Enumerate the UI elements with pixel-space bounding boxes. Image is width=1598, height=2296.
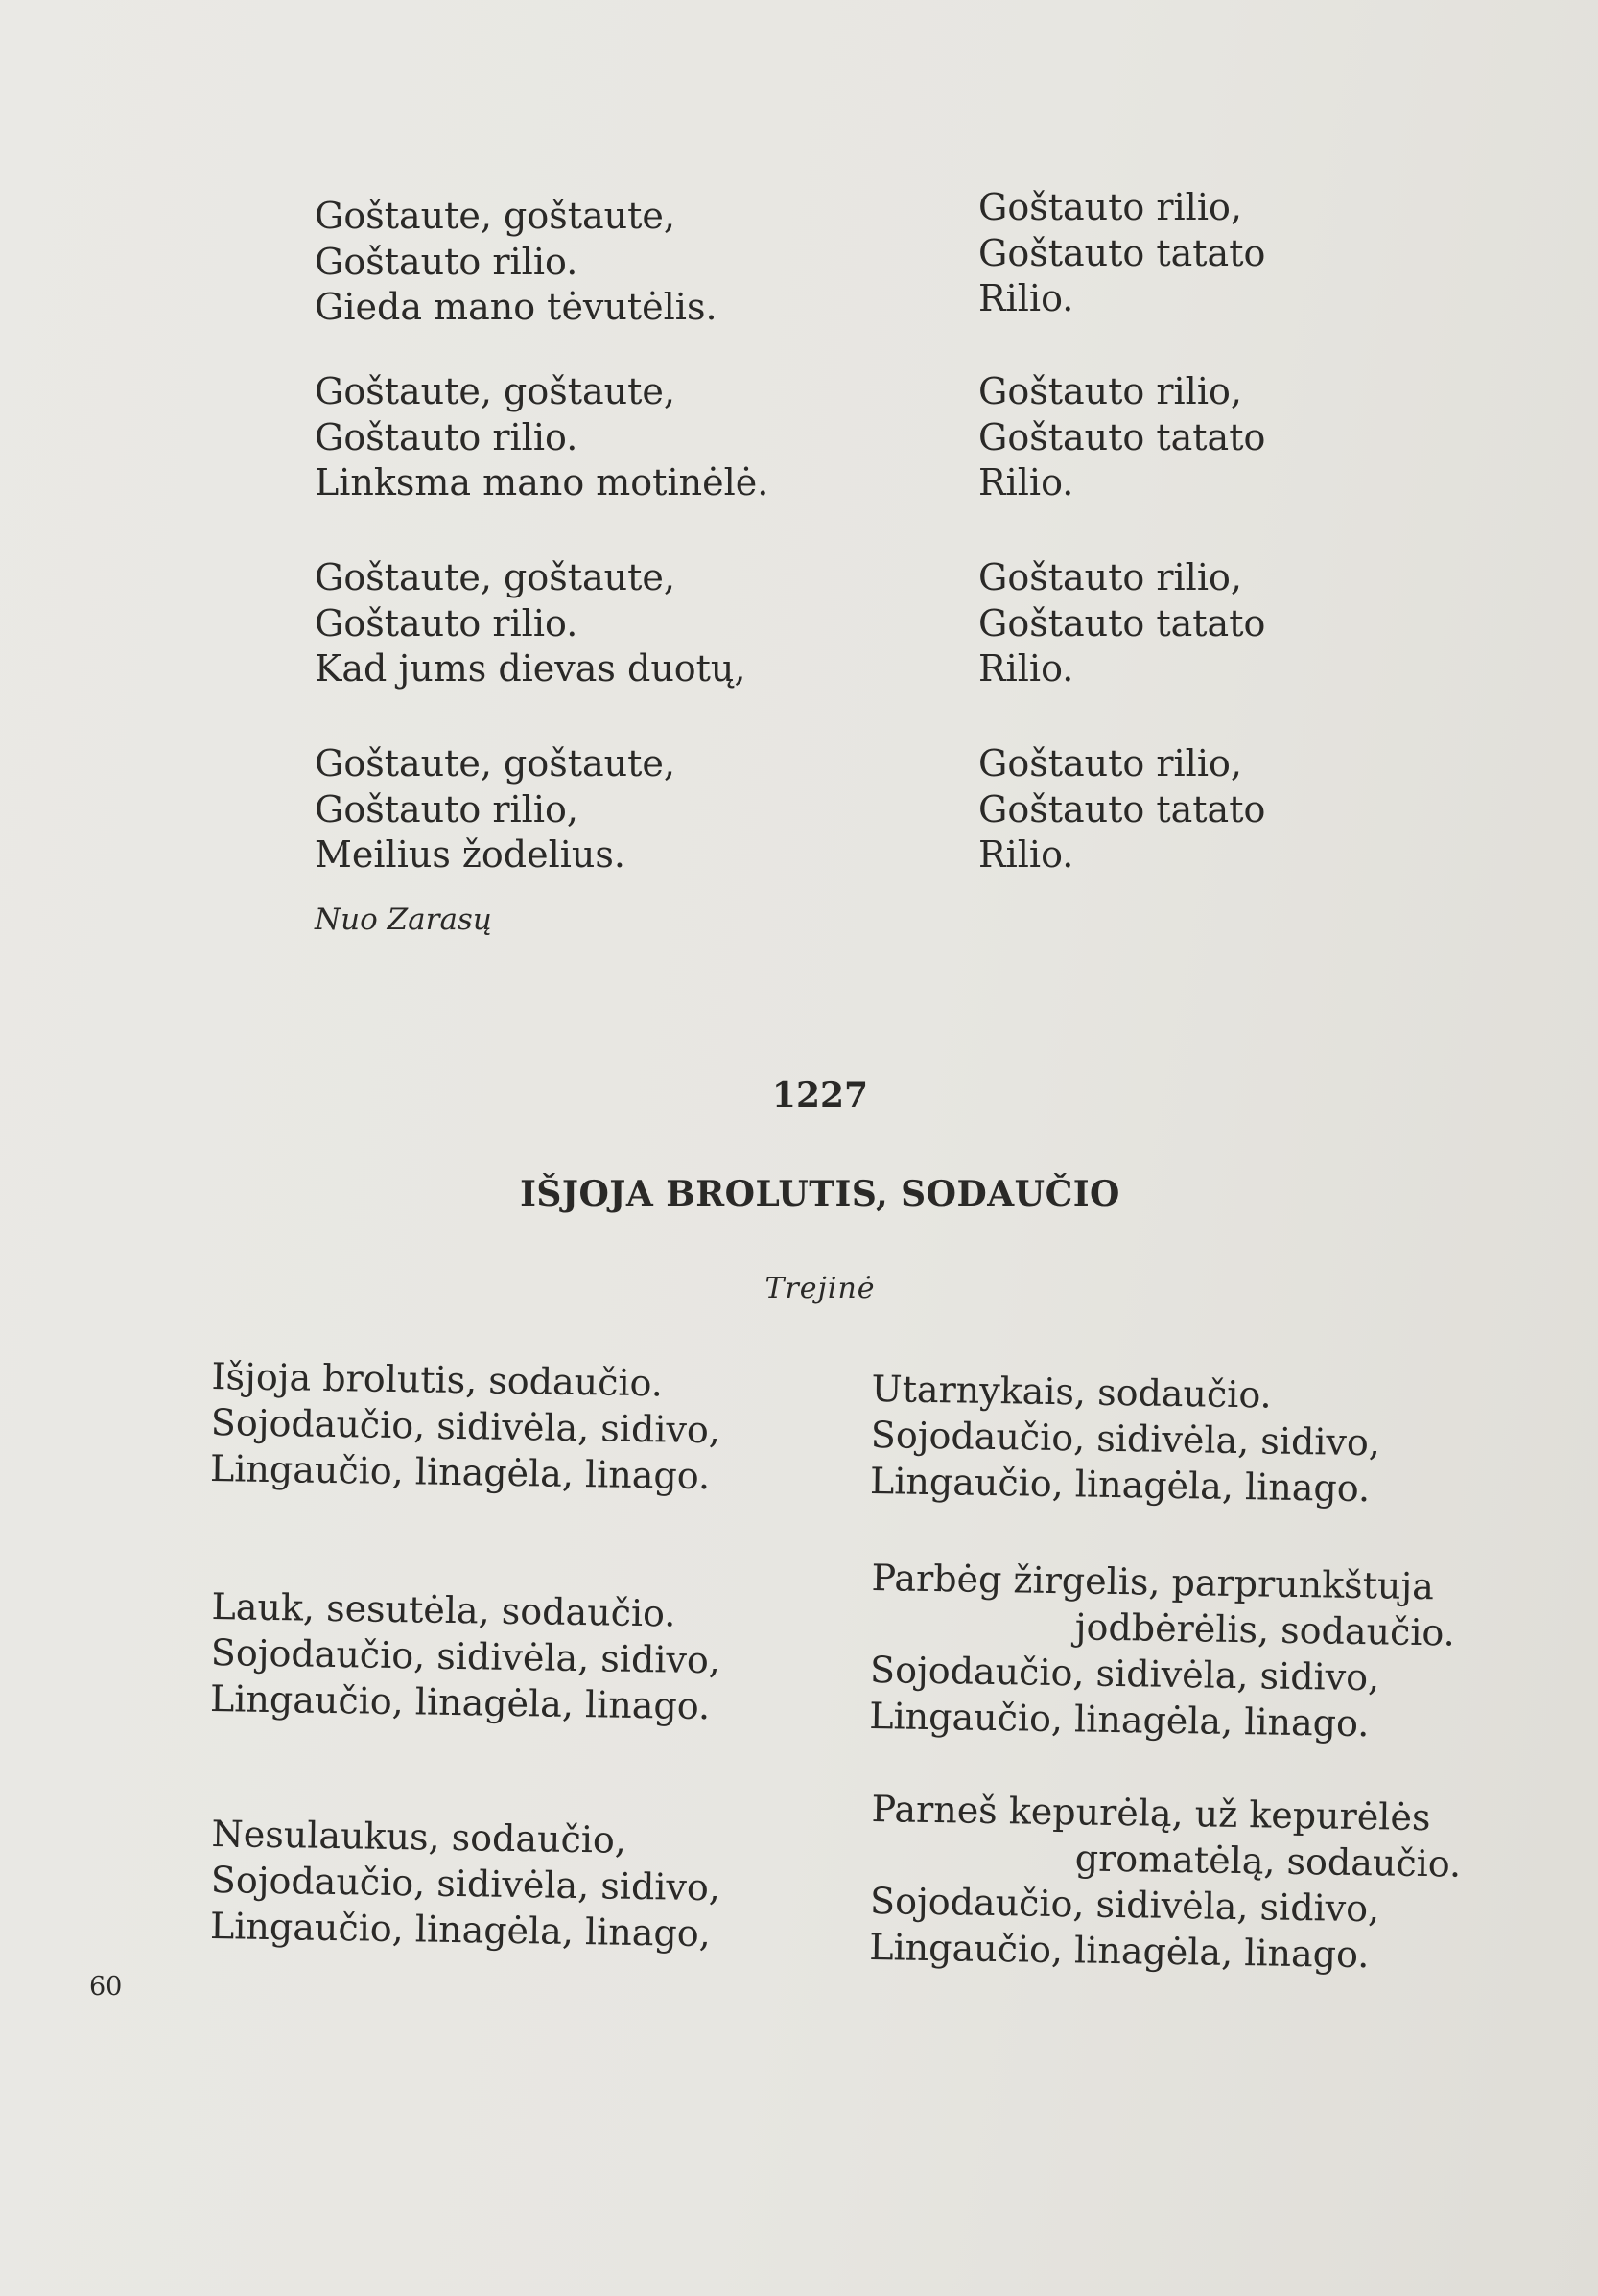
stanza (210, 1811, 721, 1956)
verse-line: Lingaučio, linagėla, linago. (869, 1925, 1370, 1977)
stanza (210, 1353, 721, 1499)
verse-line: Goštauto tatato (978, 601, 1266, 644)
verse-line: Linksma mano motinėlė. (315, 461, 769, 504)
verse-line: Goštauto tatato (978, 787, 1266, 831)
stanza (315, 555, 746, 692)
song-number: 1227 (771, 1075, 869, 1115)
verse-line: Kad jums dievas duotų, (315, 647, 746, 690)
verse-line: Nesulaukus, sodaučio, (211, 1812, 627, 1862)
verse-line: Išjoja brolutis, sodaučio. (211, 1354, 664, 1405)
verse-line: Goštauto rilio, (315, 787, 578, 831)
verse-line: Lingaučio, linagėla, linago, (209, 1904, 712, 1956)
verse-line: Rilio. (978, 833, 1074, 876)
verse-line: Goštaute, goštaute, (315, 195, 675, 237)
verse-line: Sojodaučio, sidivėla, sidivo, (869, 1648, 1380, 1699)
verse-line: Sojodaučio, sidivėla, sidivo, (210, 1630, 721, 1682)
stanza (870, 1366, 1381, 1511)
verse-line: Sojodaučio, sidivėla, sidivo, (870, 1413, 1381, 1464)
verse-line: Goštauto rilio. (315, 415, 578, 458)
verse-line: Goštaute, goštaute, (315, 742, 675, 785)
verse-line: Goštauto tatato (978, 415, 1266, 458)
verse-line: Gieda mano tėvutėlis. (315, 286, 717, 328)
stanza (869, 1555, 1456, 1748)
verse-line: Goštauto rilio. (315, 240, 578, 283)
verse-line: Goštauto rilio, (978, 556, 1242, 598)
verse-line: Parneš kepurėlą, už kepurėlės (871, 1787, 1431, 1839)
verse-line: Goštaute, goštaute, (315, 556, 675, 598)
verse-line-continuation: jodbėrėlis, sodaučio. (1074, 1605, 1456, 1654)
verse-line: Goštauto rilio, (978, 742, 1242, 785)
verse-line: Lauk, sesutėla, sodaučio. (211, 1584, 676, 1635)
stanza (978, 555, 1265, 692)
verse-line: Utarnykais, sodaučio. (871, 1367, 1273, 1417)
verse-line: Goštauto rilio, (978, 186, 1242, 228)
verse-line-continuation: gromatėlą, sodaučio. (1074, 1837, 1462, 1886)
verse-line: Goštauto rilio, (978, 370, 1242, 412)
verse-line: Sojodaučio, sidivėla, sidivo, (869, 1879, 1380, 1931)
verse-line: Lingaučio, linagėla, linago. (209, 1446, 711, 1498)
verse-line: Meilius žodelius. (315, 833, 625, 876)
stanza (315, 741, 675, 879)
song-subtitle: Trejinė (764, 1272, 876, 1305)
verse-line: Lingaučio, linagėla, linago. (209, 1676, 711, 1728)
stanza (210, 1583, 721, 1729)
page-number: 60 (89, 1972, 123, 2002)
stanza (978, 369, 1265, 506)
verse-line: Parbėg žirgelis, parprunkštuja (871, 1556, 1435, 1608)
verse-line: Rilio. (978, 647, 1074, 690)
stanza (869, 1786, 1462, 1980)
verse-line: Rilio. (978, 461, 1074, 504)
verse-line: Lingaučio, linagėla, linago. (869, 1694, 1370, 1745)
verse-line: Lingaučio, linagėla, linago. (869, 1459, 1371, 1511)
song-title: IŠJOJA BROLUTIS, SODAUČIO (520, 1174, 1120, 1214)
stanza (978, 185, 1265, 322)
stanza (315, 194, 717, 331)
stanza (978, 741, 1265, 879)
verse-line: Goštaute, goštaute, (315, 370, 675, 412)
stanza (315, 369, 768, 506)
verse-line: Goštauto rilio. (315, 601, 578, 644)
verse-line: Sojodaučio, sidivėla, sidivo, (210, 1400, 721, 1452)
verse-line: Sojodaučio, sidivėla, sidivo, (210, 1858, 721, 1909)
verse-line: Rilio. (978, 277, 1074, 319)
verse-line: Goštauto tatato (978, 231, 1266, 274)
song-source: Nuo Zarasų (315, 902, 492, 937)
